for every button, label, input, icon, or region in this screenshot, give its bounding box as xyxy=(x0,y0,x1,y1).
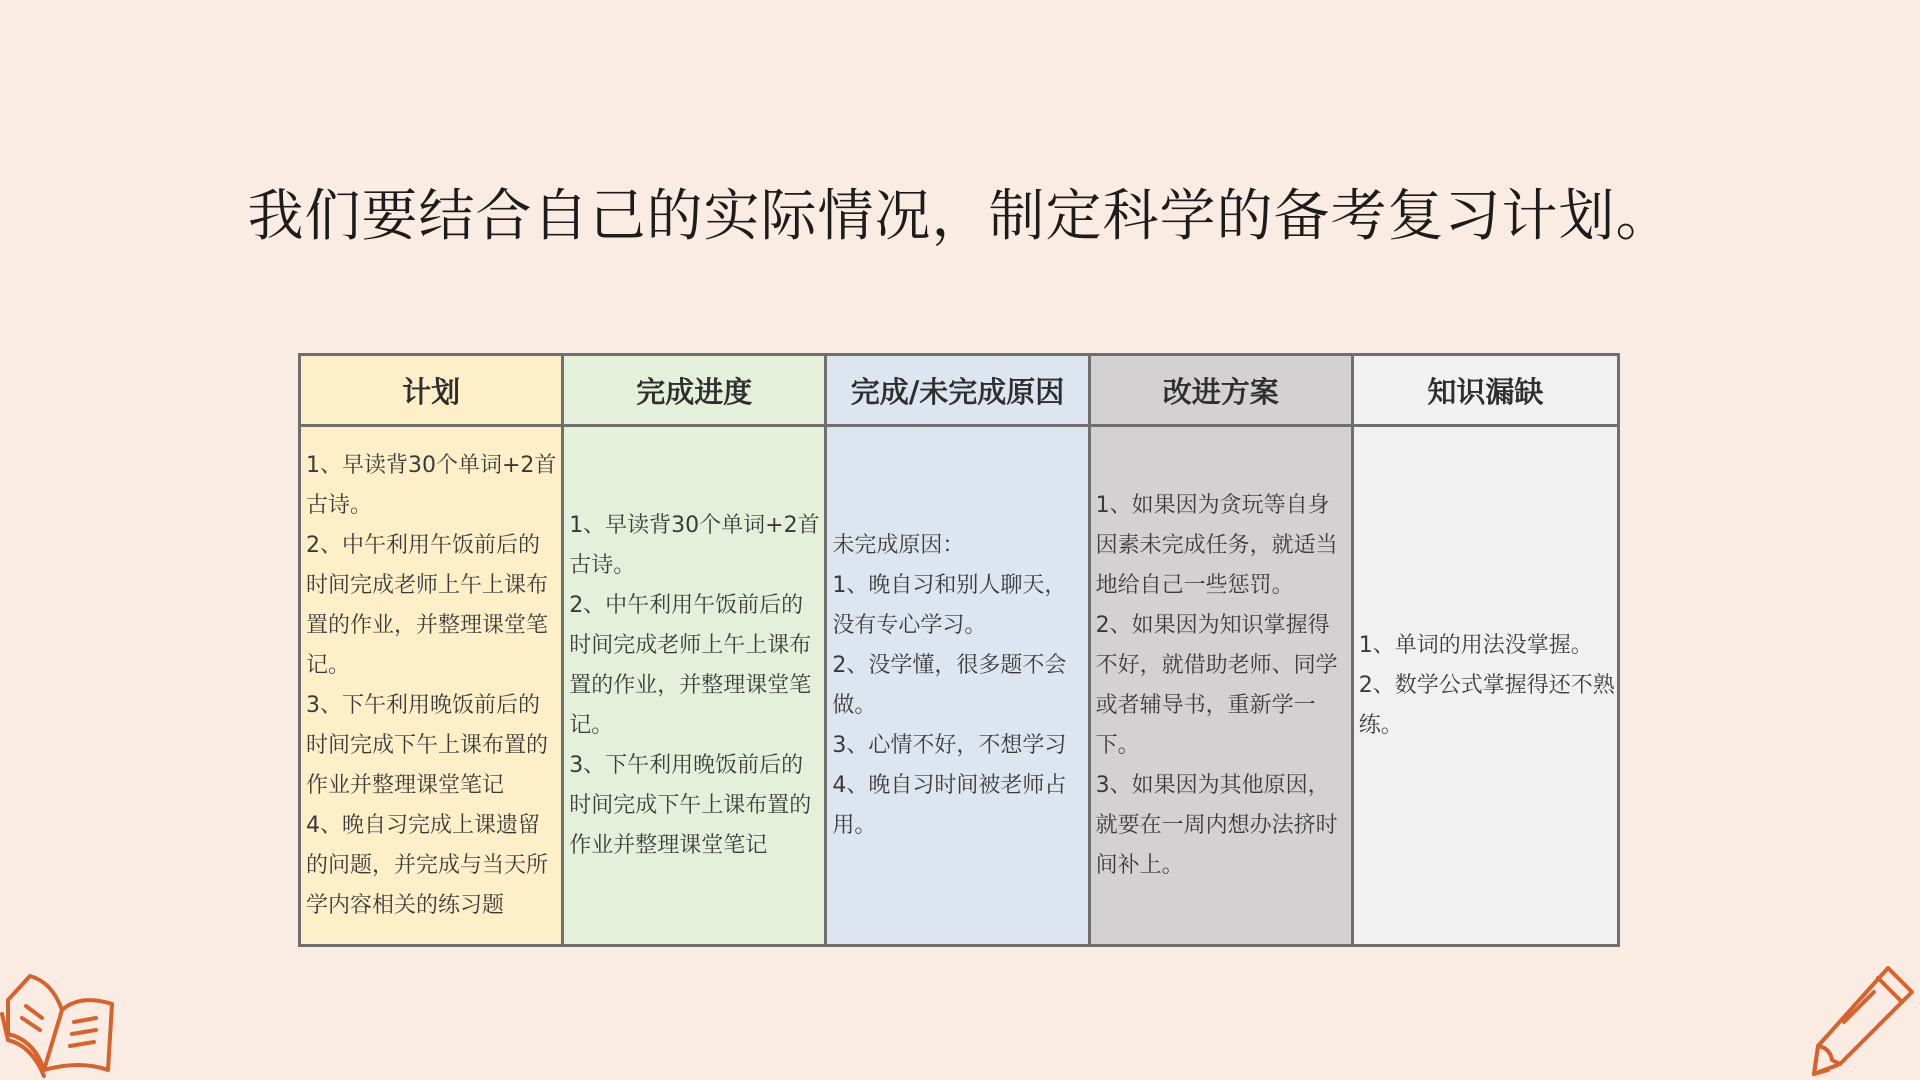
page-title: 我们要结合自己的实际情况，制定科学的备考复习计划。 xyxy=(247,184,1673,249)
header-plan: 计划 xyxy=(301,356,564,427)
cell-line: 3、下午利用晚饭前后的时间完成下午上课布置的作业并整理课堂笔记 xyxy=(306,692,549,798)
study-plan-table xyxy=(298,353,1620,947)
cell-line: 1、单词的用法没掌握。 xyxy=(1358,632,1593,658)
cell-reason xyxy=(827,427,1090,944)
cell-line: 未完成原因： xyxy=(832,532,965,558)
cell-knowledge-gaps xyxy=(1354,427,1617,944)
header-reason: 完成/未完成原因 xyxy=(827,356,1090,427)
cell-plan xyxy=(301,427,564,944)
cell-improvement xyxy=(1091,427,1354,944)
cell-line: 3、下午利用晚饭前后的时间完成下午上课布置的作业并整理课堂笔记 xyxy=(569,752,812,858)
pencil-icon xyxy=(1800,960,1920,1080)
cell-line: 2、如果因为知识掌握得不好，就借助老师、同学或者辅导书，重新学一下。 xyxy=(1095,612,1338,758)
cell-line: 2、中午利用午饭前后的时间完成老师上午上课布置的作业，并整理课堂笔记。 xyxy=(306,532,549,678)
cell-line: 3、如果因为其他原因，就要在一周内想办法挤时间补上。 xyxy=(1095,772,1338,878)
cell-line: 4、晚自习完成上课遗留的问题，并完成与当天所学内容相关的练习题 xyxy=(306,812,549,918)
open-book-icon xyxy=(0,960,120,1080)
cell-line: 2、没学懂，很多题不会做。 xyxy=(832,652,1067,718)
cell-line: 1、如果因为贪玩等自身因素未完成任务，就适当地给自己一些惩罚。 xyxy=(1095,492,1338,598)
cell-line: 1、早读背30个单词+2首古诗。 xyxy=(569,512,820,578)
cell-progress xyxy=(564,427,827,944)
cell-line: 3、心情不好，不想学习 xyxy=(832,732,1067,758)
header-knowledge-gaps: 知识漏缺 xyxy=(1354,356,1617,427)
header-progress: 完成进度 xyxy=(564,356,827,427)
cell-line: 2、数学公式掌握得还不熟练。 xyxy=(1358,672,1615,738)
cell-line: 4、晚自习时间被老师占用。 xyxy=(832,772,1067,838)
header-improvement: 改进方案 xyxy=(1091,356,1354,427)
cell-line: 1、晚自习和别人聊天，没有专心学习。 xyxy=(832,572,1067,638)
cell-line: 1、早读背30个单词+2首古诗。 xyxy=(306,452,557,518)
cell-line: 2、中午利用午饭前后的时间完成老师上午上课布置的作业，并整理课堂笔记。 xyxy=(569,592,812,738)
